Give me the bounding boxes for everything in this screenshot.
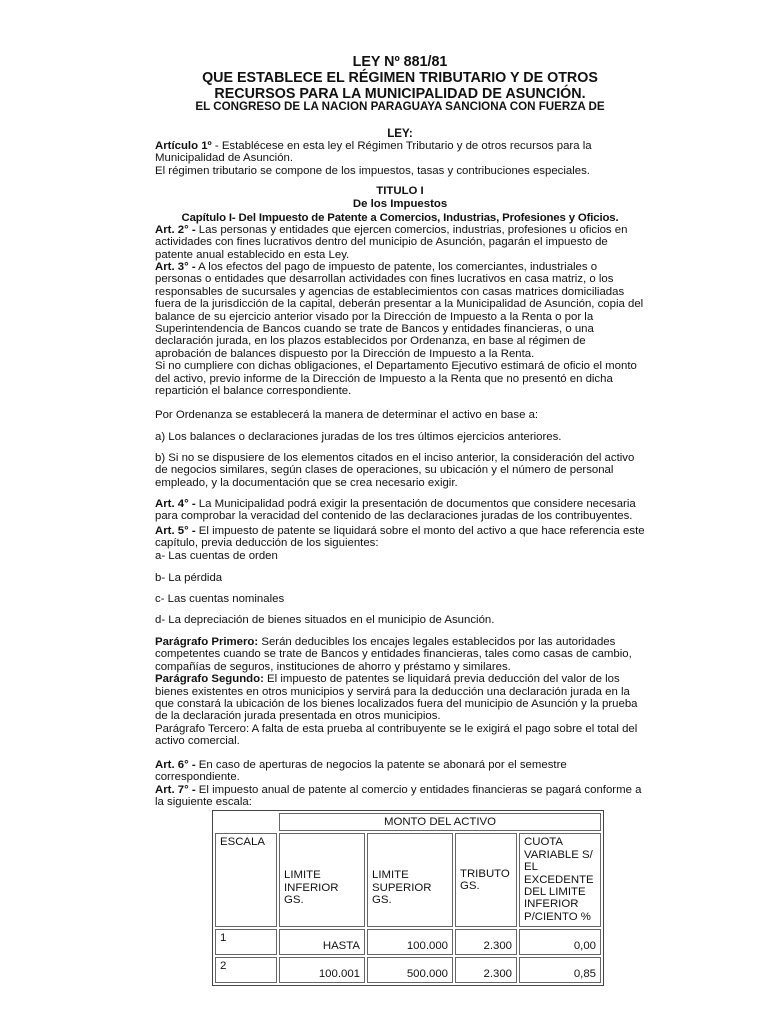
article-4-text: La Municipalidad podrá exigir la presentación de documentos que considere necesaria para comprobar la veracidad del contenido de las declaraciones juradas de los contribuyentes. xyxy=(155,498,636,523)
ley-label: LEY: xyxy=(387,127,413,140)
article-3-text-2: Si no cumpliere con dichas obligaciones, el Departamento Ejecutivo estimará de oficio el monto del activo, previo informe de la Dirección de Impuesto a la Renta que no presentó en dicha repartición el balance correspondiente. xyxy=(155,360,637,398)
table-row xyxy=(215,957,601,983)
table-group-header: MONTO DEL ACTIVO xyxy=(279,813,601,831)
table-cell: 100.001 xyxy=(279,957,365,983)
paragrafo-primero-text: Serán deducibles los encajes legales establecidos por las autoridades competentes cuando se trate de Bancos y entidades financieras, tales como casas de cambio, compañías de seguros, instituciones de ahorro y préstamo y similares. xyxy=(155,636,632,673)
article-2 xyxy=(155,224,645,261)
article-5-item-c: c- Las cuentas nominales xyxy=(155,593,285,605)
article-1-text-2: El régimen tributario se compone de los impuestos, tasas y contribuciones especiales. xyxy=(155,164,590,177)
article-1-label: Artículo 1º xyxy=(155,140,212,152)
article-2-label: Art. 2° - xyxy=(155,224,196,236)
paragrafo-primero-label: Parágrafo Primero: xyxy=(155,636,259,648)
table-cell: 2 xyxy=(215,957,277,983)
article-3 xyxy=(155,261,645,397)
escala-table xyxy=(212,810,604,986)
article-7-label: Art. 7° - xyxy=(155,783,196,796)
article-5-item-a: a- Las cuentas de orden xyxy=(155,549,278,562)
table-cell: 100.000 xyxy=(367,929,453,955)
table-header-cell: LIMITE SUPERIOR GS. xyxy=(367,833,453,927)
article-1-text: - Establécese en esta ley el Régimen Tributario y de otros recursos para la Municipalidad de Asunción. xyxy=(155,140,592,165)
table-cell: 2.300 xyxy=(455,957,517,983)
table-cell: 1 xyxy=(215,929,277,955)
article-3-label: Art. 3° - xyxy=(155,261,196,273)
table-cell: HASTA xyxy=(279,929,365,955)
table-header-cell: CUOTA VARIABLE S/ EL EXCEDENTE DEL LIMITE INFERIOR P/CIENTO % xyxy=(519,833,601,927)
table-group-header-row xyxy=(215,813,601,831)
table-header-row xyxy=(215,833,601,927)
table-header-cell: TRIBUTO GS. xyxy=(455,833,517,927)
article-5 xyxy=(155,525,645,562)
ordenanza-text: Por Ordenanza se establecerá la manera de determinar el activo en base a: xyxy=(155,409,539,421)
table-cell: 0,00 xyxy=(519,929,601,955)
article-6-label: Art. 6° - xyxy=(155,759,196,771)
paragrafo-tercero-text: Parágrafo Tercero: A falta de esta prueba al contribuyente se le exigirá el pago sobre el total del activo comercial. xyxy=(155,722,638,748)
law-title-line-2: RECURSOS PARA LA MUNICIPALIDAD DE ASUNCIÓN. xyxy=(214,86,586,102)
paragrafo-segundo-text: El impuesto de patentes se liquidará previa deducción del valor de los bienes existentes en otros municipios y servirá para la deducción una declaración jurada en la que constará la ubicación de los bienes localizados fuera del municipio de Asunción y la prueba de la declaración jurada presentada en otros municipios. xyxy=(155,673,638,723)
article-2-text: Las personas y entidades que ejercen comercios, industrias, profesiones u oficios en actividades con fines lucrativos dentro del municipio de Asunción, pagarán el impuesto de patente anual establecido en esta Ley. xyxy=(155,224,628,261)
article-7-text: El impuesto anual de patente al comercio y entidades financieras se pagará conforme a la siguiente escala: xyxy=(155,783,642,809)
law-title-line-1: QUE ESTABLECE EL RÉGIMEN TRIBUTARIO Y DE OTROS xyxy=(202,70,598,86)
paragrafo-primero xyxy=(155,636,645,748)
table-cell: 2.300 xyxy=(455,929,517,955)
titulo-label: TITULO I xyxy=(376,185,424,197)
capitulo-heading: Capítulo I- Del Impuesto de Patente a Comercios, Industrias, Profesiones y Oficios. xyxy=(181,212,619,224)
table-header-cell: LIMITE INFERIOR GS. xyxy=(279,833,365,927)
article-5-item-b: b- La pérdida xyxy=(155,572,223,584)
table-cell: 0,85 xyxy=(519,957,601,983)
article-4-label: Art. 4° - xyxy=(155,498,196,510)
article-6-text: En caso de aperturas de negocios la patente se abonará por el semestre correspondiente. xyxy=(155,759,567,784)
item-b-text: b) Si no se dispusiere de los elementos citados en el inciso anterior, la consideración del activo de negocios similares, según clases de operaciones, su ubicación y el número de personal empleado, y la documentación que se crea necesario exigir. xyxy=(155,452,635,489)
article-5-item-d: d- La depreciación de bienes situados en el municipio de Asunción. xyxy=(155,614,495,626)
table-header-cell: ESCALA xyxy=(215,833,277,927)
table-cell: 500.000 xyxy=(367,957,453,983)
article-6 xyxy=(155,759,645,809)
law-number: LEY Nº 881/81 xyxy=(352,54,448,70)
item-a-text: a) Los balances o declaraciones juradas de los tres últimos ejercicios anteriores. xyxy=(155,431,562,443)
table-row xyxy=(215,929,601,955)
titulo-sub: De los Impuestos xyxy=(352,198,448,210)
article-5-label: Art. 5° - xyxy=(155,525,196,537)
article-1 xyxy=(155,140,645,177)
article-3-text: A los efectos del pago de impuesto de patente, los comerciantes, industriales o personas o entidades que desarrollan actividades con fines lucrativos en casa matriz, o los responsables de sucursales y agencias de establecimientos con casas matrices domiciliadas fuera de la jurisdicción de la capital, deberán presentar a la Municipalidad de Asunción, copia del balance de su ejercicio anterior visado por la Dirección de Impuesto a la Renta o por la Superintendencia de Bancos cuando se trate de Bancos y entidades financieras, o una declaración jurada, en los plazos establecidos por Ordenanza, en base al régimen de aprobación de balances dispuesto por la Dirección de Impuesto a la Renta. xyxy=(155,261,644,360)
congress-line: EL CONGRESO DE LA NACION PARAGUAYA SANCIONA CON FUERZA DE xyxy=(195,100,605,113)
article-4 xyxy=(155,498,645,523)
article-5-text: El impuesto de patente se liquidará sobre el monto del activo a que hace referencia este capítulo, previa deducción de los siguientes: xyxy=(155,525,645,550)
paragrafo-segundo-label: Parágrafo Segundo: xyxy=(155,673,264,686)
